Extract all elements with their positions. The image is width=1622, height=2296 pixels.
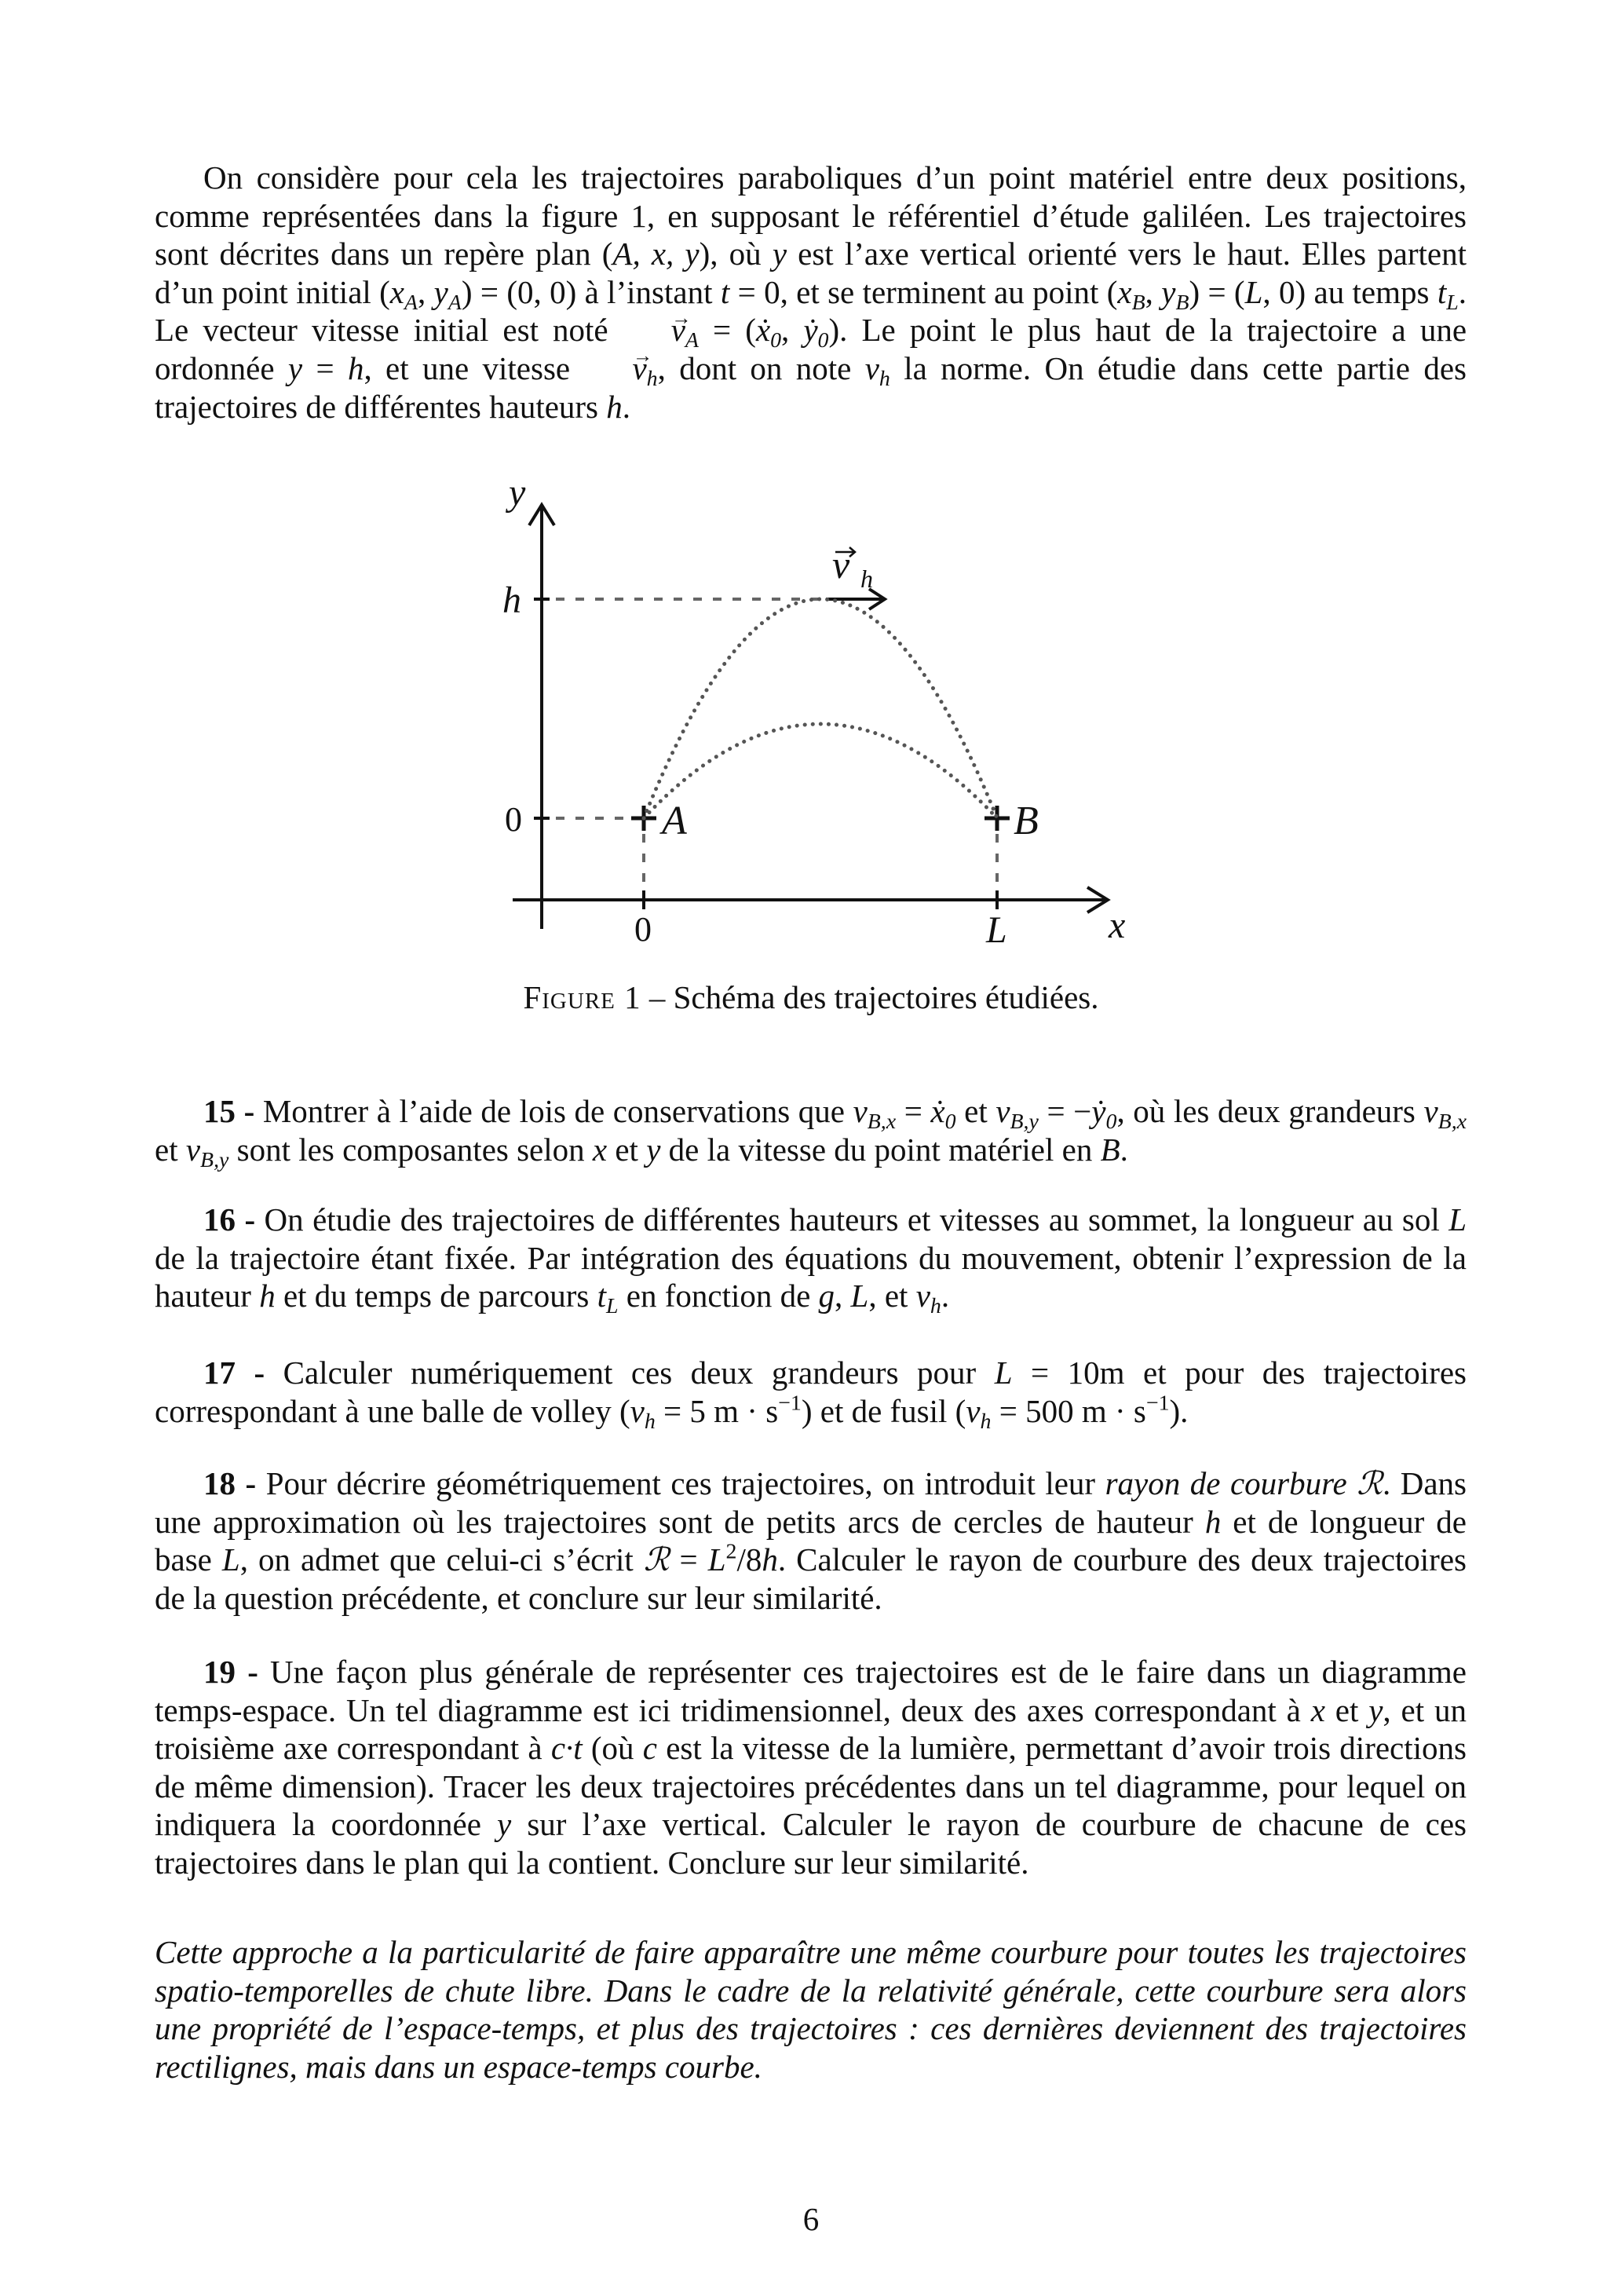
math-it: g bbox=[818, 1278, 835, 1314]
math-sub: 0 bbox=[770, 328, 782, 353]
text-run: et du temps de parcours bbox=[275, 1278, 597, 1314]
text-run: , bbox=[781, 312, 804, 349]
text-run: = bbox=[896, 1093, 931, 1129]
math-it: v bbox=[915, 1278, 930, 1314]
math-it: y bbox=[1161, 273, 1176, 310]
text-run: = 0, et se terminent au point ( bbox=[729, 273, 1118, 310]
text-run: est l’axe vertical orienté vers le haut. Elles partent d’un point initial ( bbox=[155, 236, 1467, 310]
text-run: en fonction de bbox=[618, 1278, 819, 1314]
text-run: ) = ( bbox=[1189, 273, 1245, 310]
point-B-marker-icon bbox=[985, 806, 1010, 831]
math-it: L bbox=[994, 1355, 1013, 1391]
math-it: L bbox=[1448, 1201, 1467, 1238]
text-run: et bbox=[607, 1131, 647, 1168]
text-run: , et un troisième axe correspondant à bbox=[155, 1691, 1467, 1767]
text-run: , dont on note bbox=[657, 349, 865, 386]
math-sub: h bbox=[930, 1293, 941, 1318]
math-it: L bbox=[707, 1541, 726, 1578]
x-axis-label: x bbox=[1109, 905, 1126, 946]
question-number: 17 - bbox=[203, 1355, 283, 1391]
math-it: B bbox=[1100, 1131, 1120, 1168]
math-it: t bbox=[597, 1278, 606, 1314]
text-run: ) = (0, 0) à l’instant bbox=[461, 273, 721, 310]
text-run: = 5 m · s bbox=[655, 1392, 779, 1429]
math-it: y bbox=[287, 349, 303, 386]
math-sup: −1 bbox=[778, 1391, 802, 1416]
text-run: et bbox=[1324, 1691, 1369, 1728]
math-it: v bbox=[185, 1131, 201, 1168]
text-run: sur l’axe vertical. Calculer le rayon de courbure de chacune de ces trajectoires dans le plan qui la contient. Conclure sur leur similarité. bbox=[155, 1806, 1467, 1881]
math-it: h bbox=[762, 1541, 778, 1578]
x-tick-label-0: 0 bbox=[634, 910, 652, 949]
math-sup: 2 bbox=[725, 1539, 737, 1564]
text-run: , et bbox=[868, 1278, 916, 1314]
question-number: 16 - bbox=[203, 1201, 265, 1238]
text-run: , bbox=[418, 273, 434, 310]
math-it: v bbox=[864, 349, 879, 386]
math-it: h bbox=[1204, 1503, 1222, 1540]
apex-vector-subscript: h bbox=[860, 565, 873, 593]
text-run: la norme. On étudie dans cette partie des trajectoires de différentes hauteurs bbox=[155, 349, 1467, 425]
text-run: On considère pour cela les trajectoires paraboliques d’un point matériel entre deux positions, comme représentées dans la figure 1, en supposant le référentiel d’étude galiléen. Les trajectoires sont décrites dans un repère plan ( bbox=[155, 159, 1467, 272]
figure-caption-label: Figure 1 bbox=[523, 979, 641, 1015]
figure-caption-separator: – bbox=[641, 979, 674, 1015]
figure-caption bbox=[0, 978, 1622, 1016]
question-17 bbox=[155, 1354, 1467, 1434]
text-run: Montrer à l’aide de lois de conservations que bbox=[262, 1093, 853, 1129]
math-it: ẏ bbox=[1091, 1093, 1106, 1129]
text-run: , bbox=[1145, 273, 1162, 310]
text-run: . bbox=[622, 388, 631, 425]
math-it: t bbox=[720, 273, 730, 310]
math-it: h bbox=[347, 349, 364, 386]
text-run: = bbox=[302, 349, 348, 386]
text-run: . Dans une approximation où les trajectoires sont de petits arcs de cercles de hauteur bbox=[155, 1465, 1467, 1540]
text-run: Une façon plus générale de représenter ces trajectoires est de le faire dans un diagramme temps-espace. Un tel diagramme est ici tridimensionnel, deux des axes correspondant à bbox=[155, 1654, 1467, 1728]
text-run: (où bbox=[582, 1730, 643, 1767]
math-sub: A bbox=[404, 290, 418, 315]
math-vec: → v bbox=[583, 349, 646, 388]
math-sub: 0 bbox=[944, 1109, 956, 1134]
math-sub: h bbox=[644, 1409, 656, 1434]
math-sub: B,y bbox=[200, 1147, 229, 1172]
apex-vector-label: v bbox=[832, 543, 850, 587]
point-A-label: A bbox=[662, 799, 687, 843]
math-it: y bbox=[772, 236, 787, 272]
text-run: sont les composantes selon bbox=[228, 1131, 593, 1168]
text-run: /8 bbox=[736, 1541, 762, 1578]
low-trajectory bbox=[644, 724, 997, 818]
text-run: de la vitesse du point matériel en bbox=[660, 1131, 1101, 1168]
math-it: y bbox=[433, 273, 448, 310]
math-sub: 0 bbox=[817, 328, 829, 353]
y-tick-label-h: h bbox=[502, 579, 521, 621]
text-run: . bbox=[1120, 1131, 1128, 1168]
math-it: rayon de courbure ℛ bbox=[1105, 1465, 1383, 1501]
math-it: x bbox=[592, 1131, 608, 1168]
math-it: A, x, y bbox=[612, 236, 700, 272]
math-it: ẏ bbox=[803, 312, 818, 349]
text-run: et bbox=[155, 1131, 186, 1168]
text-run: = − bbox=[1038, 1093, 1092, 1129]
math-sub: h bbox=[646, 366, 658, 391]
math-it: v bbox=[966, 1392, 981, 1429]
text-run: , où les deux grandeurs bbox=[1116, 1093, 1424, 1129]
text-run: et de longueur de base bbox=[155, 1503, 1467, 1578]
math-vec: → v bbox=[623, 311, 685, 349]
math-it: ẋ bbox=[930, 1093, 945, 1129]
text-run: est la vitesse de la lumière, permettant d’avoir trois directions de même dimension). Tracer les deux trajectoires précédentes dans un tel diagramme, pour lequel on indiquera la coordonnée bbox=[155, 1730, 1467, 1843]
text-run: ). Le point le plus haut de la trajectoire a une ordonnée bbox=[155, 312, 1467, 386]
math-it: L bbox=[221, 1541, 240, 1578]
math-it: v bbox=[995, 1093, 1010, 1129]
high-trajectory bbox=[644, 599, 997, 818]
text-run: ) et de fusil ( bbox=[801, 1392, 966, 1429]
question-number: 15 - bbox=[203, 1093, 263, 1129]
math-it: ẋ bbox=[755, 312, 771, 349]
math-sub: B,x bbox=[1438, 1109, 1467, 1134]
text-run: , on admet que celui-ci s’écrit bbox=[239, 1541, 644, 1578]
math-sub: B bbox=[1175, 290, 1189, 315]
math-it: x bbox=[389, 273, 404, 310]
math-it: v bbox=[853, 1093, 868, 1129]
text-run: = 10m et pour des trajectoires correspondant à une balle de volley ( bbox=[155, 1355, 1467, 1429]
figure-caption-text: Schéma des trajectoires étudiées. bbox=[673, 979, 1099, 1015]
math-it: y bbox=[497, 1806, 512, 1843]
y-tick-label-0: 0 bbox=[505, 800, 522, 839]
question-18 bbox=[155, 1464, 1467, 1617]
math-sub: A bbox=[685, 328, 699, 353]
math-sub: L bbox=[606, 1293, 619, 1318]
question-number: 19 - bbox=[203, 1654, 271, 1690]
math-it: c bbox=[642, 1730, 657, 1767]
question-19 bbox=[155, 1653, 1467, 1882]
text-run: = ( bbox=[698, 312, 756, 349]
text-run: Pour décrire géométriquement ces trajectoires, on introduit leur bbox=[265, 1465, 1105, 1501]
text-run: Cette approche a la particularité de faire apparaître une même courbure pour toutes les trajectoires spatio-temporelles de chute libre. Dans le cadre de la relativité générale, cette courbure sera alors une propriété de l’espace-temps, et plus des trajectoires : ces dernières deviennent des trajectoires rectilignes, mais dans un espace-temps courbe. bbox=[155, 1934, 1467, 2085]
math-it: L bbox=[850, 1278, 869, 1314]
text-run: . Calculer le rayon de courbure des deux trajectoires de la question précédente, et conclure sur leur similarité. bbox=[155, 1541, 1467, 1616]
text-run: , 0) au temps bbox=[1262, 273, 1438, 310]
text-run: et bbox=[955, 1093, 996, 1129]
closing-note bbox=[155, 1933, 1467, 2086]
math-sub: 0 bbox=[1105, 1109, 1117, 1134]
math-it: ℛ bbox=[643, 1541, 670, 1578]
text-run: de la trajectoire étant fixée. Par intégration des équations du mouvement, obtenir l’expression de la hauteur bbox=[155, 1239, 1467, 1314]
question-number: 18 - bbox=[203, 1465, 266, 1501]
text-run: Calculer numériquement ces deux grandeurs pour bbox=[283, 1355, 995, 1391]
math-it: y bbox=[646, 1131, 661, 1168]
math-it: v bbox=[630, 1392, 645, 1429]
math-sub: L bbox=[1446, 290, 1459, 315]
math-it: x bbox=[1310, 1691, 1325, 1728]
text-run: . bbox=[941, 1278, 950, 1314]
question-15 bbox=[155, 1092, 1467, 1172]
math-sub: B,x bbox=[867, 1109, 897, 1134]
text-run: = bbox=[669, 1541, 708, 1578]
math-sup: −1 bbox=[1145, 1391, 1170, 1416]
math-sub: h bbox=[879, 366, 890, 391]
math-it: v bbox=[1423, 1093, 1438, 1129]
question-16 bbox=[155, 1201, 1467, 1318]
text-run: . Le vecteur vitesse initial est noté bbox=[155, 273, 1467, 349]
text-run: = 500 m · s bbox=[991, 1392, 1146, 1429]
text-run: On étudie des trajectoires de différentes hauteurs et vitesses au sommet, la longueur au sol bbox=[264, 1201, 1449, 1238]
trajectory-figure bbox=[0, 0, 1622, 1021]
math-it: h bbox=[606, 388, 623, 425]
y-axis-label: y bbox=[509, 472, 526, 514]
math-sub: B bbox=[1131, 290, 1145, 315]
point-B-label: B bbox=[1014, 799, 1039, 843]
math-it: y bbox=[1368, 1691, 1383, 1728]
math-sub: B,y bbox=[1010, 1109, 1039, 1134]
math-sub: A bbox=[448, 290, 462, 315]
text-run: ). bbox=[1169, 1392, 1189, 1429]
math-it: t bbox=[1437, 273, 1447, 310]
text-run: , et une vitesse bbox=[363, 349, 584, 386]
text-run: , bbox=[835, 1278, 851, 1314]
page-number: 6 bbox=[802, 2201, 820, 2237]
x-tick-label-L: L bbox=[986, 909, 1007, 951]
math-it: x bbox=[1117, 273, 1132, 310]
math-sub: h bbox=[980, 1409, 992, 1434]
math-it: h bbox=[259, 1278, 276, 1314]
math-it: c·t bbox=[550, 1730, 583, 1767]
math-it: L bbox=[1244, 273, 1263, 310]
text-run: ), où bbox=[699, 236, 773, 272]
